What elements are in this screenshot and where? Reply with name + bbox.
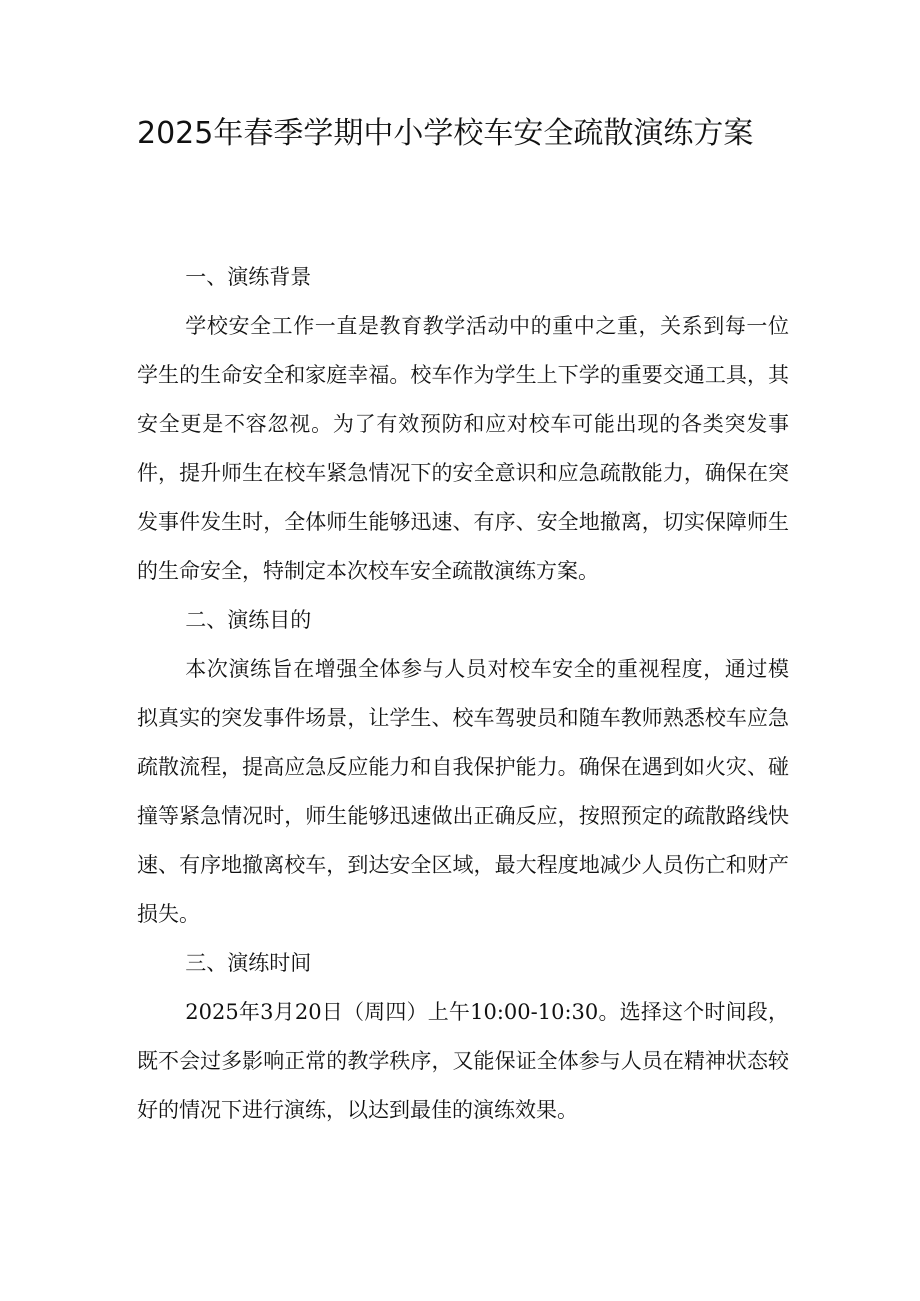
section-paragraph-background: 学校安全工作一直是教育教学活动中的重中之重，关系到每一位学生的生命安全和家庭幸福。校车作为学生上下学的重要交通工具，其安全更是不容忽视。为了有效预防和应对校车可能出现的各类突发事件，提升师生在校车紧急情况下的安全意识和应急疏散能力，确保在突发事件发生时，全体师生能够迅速、有序、安全地撤离，切实保障师生的生命安全，特制定本次校车安全疏散演练方案。 <box>137 314 789 583</box>
section-paragraph-purpose: 本次演练旨在增强全体参与人员对校车安全的重视程度，通过模拟真实的突发事件场景，让学生、校车驾驶员和随车教师熟悉校车应急疏散流程，提高应急反应能力和自我保护能力。确保在遇到如火灾、碰撞等紧急情况时，师生能够迅速做出正确反应，按照预定的疏散路线快速、有序地撤离校车，到达安全区域，最大程度地减少人员伤亡和财产损失。 <box>137 657 789 926</box>
document-title: 2025年春季学期中小学校车安全疏散演练方案 <box>137 116 754 151</box>
section-heading-time: 三、演练时间 <box>185 951 312 975</box>
document-body <box>137 253 789 1135</box>
section-paragraph-time: 2025年3月20日（周四）上午10:00-10:30。选择这个时间段，既不会过多影响正常的教学秩序，又能保证全体参与人员在精神状态较好的情况下进行演练，以达到最佳的演练效果。 <box>137 1000 789 1122</box>
section-heading-background: 一、演练背景 <box>185 265 312 289</box>
section-heading-purpose: 二、演练目的 <box>185 608 312 632</box>
